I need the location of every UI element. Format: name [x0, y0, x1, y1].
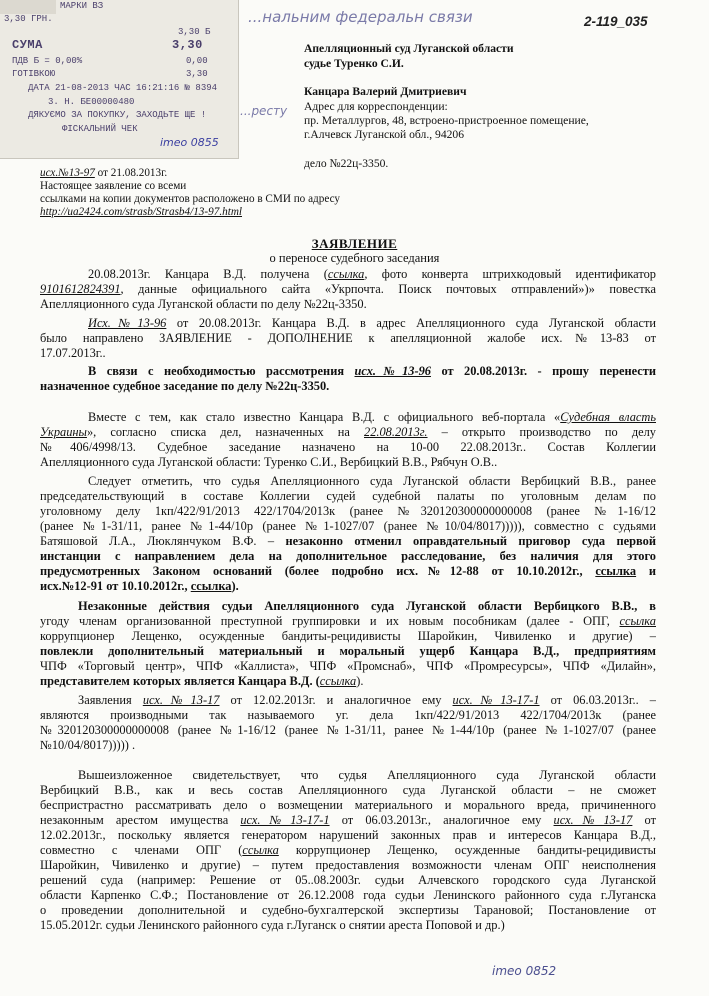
handwritten-note-top: ...нальним федеральн связи: [248, 8, 473, 26]
body-line: Заявления исх.№13-17 от 12.02.2013г. и аналогичное ему исх.№13-17-1 от 06.03.2013г.. –: [78, 693, 656, 707]
body-line: 9101612824391, данные официального сайта «Укрпочта. Поиск почтовых отправлений»)» повестка: [40, 282, 656, 296]
date-link[interactable]: 22.08.2013г.: [364, 425, 428, 439]
link[interactable]: ссылка: [190, 579, 232, 593]
reference-link[interactable]: исх.№13-96: [354, 364, 431, 378]
body-line: о проведении дополнительной и судебно-бухгалтерской экспертизы Тарановой; Постановление от: [40, 903, 656, 917]
body-line: инстанции с направлением дела на дополнительное расследование, без наличия для этого: [40, 549, 656, 563]
document-subtitle: о переносе судебного заседания: [269, 251, 440, 265]
barcode-id: 9101612824391: [40, 282, 121, 296]
body-line: №10/04/8017))))) .: [40, 738, 136, 752]
body-line: Шаройкин, Чивиленко и другие) – путем предоставления возможности членам ОПГ неисполнения: [40, 858, 656, 872]
body-line: исх.№12-91 от 10.10.2012г., ссылка).: [40, 579, 239, 593]
sender-address-line: пр. Металлургов, 48, встроено-пристроенное помещение,: [304, 114, 589, 127]
body-line: Исх.№13-96 от 20.08.2013г. Канцара В.Д. в адрес Апелляционного суда Луганской области: [88, 316, 656, 330]
reference-link[interactable]: Исх.№13-96: [88, 316, 167, 330]
receipt-sum-label: СУМА: [12, 38, 43, 52]
body-line: (ранее №1-31/11, ранее №1-44/10р (ранее №1-1027/07 (ранее №10/04/8017))))), совместно с судьями: [40, 519, 656, 533]
document-title: ЗАЯВЛЕНИЕ: [311, 236, 398, 251]
body-line: коррупционер Лещенко, осужденные бандиты-рецидивисты Шаройкин, Чивиленко и другие) –: [40, 629, 656, 643]
link[interactable]: ссылка: [595, 564, 637, 578]
request-line: В связи с необходимостью рассмотрения исх.№13-96 от 20.08.2013г. - прошу перенести: [88, 364, 656, 378]
outgoing-reference: [40, 167, 167, 180]
body-line: было направлено ЗАЯВЛЕНИЕ - ДОПОЛНЕНИЕ к апелляционной жалобе исх.№13-83 от: [40, 331, 656, 345]
recipient-judge: судье Туренко С.И.: [304, 57, 404, 70]
receipt-line: 3,30 ГРН.: [4, 14, 53, 24]
receipt-hand-note: imeo 0855: [160, 136, 219, 149]
request-line: назначенное судебное заседание по делу №22ц-3350.: [40, 379, 330, 393]
body-line: 20.08.2013г. Канцара В.Д. получена (ссылка, фото конверта штрихкодовый идентификатор: [88, 267, 656, 281]
receipt-torn-strip: [0, 0, 56, 14]
receipt-line: ФІСКАЛЬНИЙ ЧЕК: [62, 124, 138, 134]
body-line: Батяшовой Л.А., Люклянчуком В.Ф. – незаконно отменил оправдательный приговор суда первой: [40, 534, 656, 548]
receipt-sum-value: 3,30: [172, 38, 203, 52]
body-line: ЧПФ «Торговый центр», ЧПФ «Каллиста», ЧПФ «Промснаб», ЧПФ «Промресурсы», ЧПФ «Дилайн»,: [40, 659, 656, 673]
link[interactable]: Украины: [40, 425, 87, 439]
link[interactable]: ссылка: [319, 674, 357, 688]
body-line: решений суда (например: Решение от 05..08.2003г. судьи Алчевского городского суда Луганской: [40, 873, 656, 887]
recipient-court: Апелляционный суд Луганской области: [304, 42, 514, 55]
body-line: 15.05.2012г. судьи Ленинского районного суда г.Луганск о снятии ареста Поповой и др.): [40, 918, 505, 932]
reference-link[interactable]: исх.№13-17: [142, 693, 220, 707]
body-line: Следует отметить, что судья Апелляционного суда Луганской области Вербицкий В.В., ранее: [88, 474, 656, 488]
handwritten-note-bottom: imeo 0852: [492, 964, 557, 978]
reference-link[interactable]: исх.№13-17: [553, 813, 633, 827]
body-line: Незаконные действия судьи Апелляционного суда Луганской области Вербицкого В.В., в: [78, 599, 656, 613]
body-line: 12.02.2013г., поскольку является генератором нарушений законных прав и интересов Канцара В.Д.,: [40, 828, 656, 842]
body-line: предусмотренных Законом оснований (более подробно исх.№12-88 от 10.10.2012г., ссылка и: [40, 564, 656, 578]
body-line: Апелляционного суда Луганской области: Туренко С.И., Вербицкий В.В., Рябчун О.В..: [40, 455, 498, 469]
body-line: Вместе с тем, как стало известно Канцара В.Д. с официального веб-портала «Судебная власть: [88, 410, 656, 424]
body-line: председательствующий в составе Коллегии судей судебной палаты по уголовным делам по: [40, 489, 656, 503]
body-line: Вербицкий В.В., как и весь состав Апелляционного суда Луганской области – не сможет: [40, 783, 656, 797]
receipt-line: 3,30: [186, 69, 208, 79]
body-line: угоду членам организованной преступной группировки и их новым пособникам (далее - ОПГ, ссылка: [40, 614, 656, 628]
link[interactable]: ссылка: [619, 614, 656, 628]
link[interactable]: ссылка: [242, 843, 279, 857]
sender-name: Канцара Валерий Дмитриевич: [304, 85, 467, 98]
handwritten-note-side: ...ресту: [240, 104, 288, 118]
receipt-line: ДЯКУЄМО ЗА ПОКУПКУ, ЗАХОДЬТЕ ЩЕ !: [28, 110, 207, 120]
case-reference: дело №22ц-3350.: [304, 157, 389, 170]
receipt-line: 3. Н. БЕ00000480: [48, 97, 135, 107]
link[interactable]: Судебная власть: [560, 410, 656, 424]
cash-receipt: [0, 0, 239, 159]
receipt-line: 0,00: [186, 56, 208, 66]
sender-address-label: Адрес для корреспонденции:: [304, 100, 448, 113]
body-line: №406/4998/13. Судебное заседание назначено на 10-00 22.08.2013г.. Состав Коллегии: [40, 440, 656, 454]
outgoing-ref-date: от 21.08.2013г.: [94, 167, 168, 179]
case-number: 2-119_035: [584, 14, 648, 29]
body-line: Украины», согласно списка дел, назначенных на 22.08.2013г. – открыто производство по делу: [40, 425, 656, 439]
body-line: области Карпенко С.Ф.; Постановление от 26.12.2008 года судьи Ленинского районного суда г.Луганска: [40, 888, 656, 902]
reference-link[interactable]: исх.№13-17-1: [452, 693, 540, 707]
outgoing-note: ссылками на копии документов расположено в СМИ по адресу: [40, 193, 340, 205]
body-line: повлекли дополнительный материальный и моральный ущерб Канцара В.Д., предприятиям: [40, 644, 656, 658]
body-line: представителем которых является Канцара В.Д. (ссылка).: [40, 674, 364, 688]
receipt-line: ПДВ Б = 0,00%: [12, 56, 83, 66]
receipt-line: ГОТІВКОЮ: [12, 69, 56, 79]
link[interactable]: ссылка: [327, 267, 365, 281]
outgoing-url-link[interactable]: http://ua2424.com/strasb/Strasb4/13-97.html: [40, 206, 243, 218]
outgoing-note: Настоящее заявление со всеми: [40, 180, 187, 192]
outgoing-ref-link[interactable]: исх.№13-97: [40, 167, 95, 179]
body-line: 17.07.2013г..: [40, 346, 106, 360]
receipt-date-line: ДАТА 21-08-2013 ЧАС 16:21:16 № 8394: [28, 83, 218, 93]
sender-address-line: г.Алчевск Луганской обл., 94206: [304, 128, 465, 141]
receipt-line: 3,30 Б: [178, 27, 211, 37]
body-line: №320120300000000008 (ранее №1-16/12 (ранее №1-31/11, ранее №1-44/10р (ранее №1-1027/07 (ранее: [40, 723, 656, 737]
body-line: незаконным арестом имущества исх.№13-17-1 от 06.03.2013г., аналогичное ему исх.№13-17 от: [40, 813, 656, 827]
body-line: уголовному делу 1кп/422/91/2013 422/1704/2013к (ранее №320120300000000008 (ранее №1-16/12: [40, 504, 656, 518]
reference-link[interactable]: исх.№13-17-1: [240, 813, 330, 827]
receipt-line: МАРКИ ВЗ: [60, 1, 104, 11]
body-line: беспристрастно рассматривать дело о возмещении материального и морального вреда, причиненного: [40, 798, 656, 812]
body-line: являются производными так называемого уг. дела 1кп/422/91/2013 422/1704/2013к (ранее: [40, 708, 656, 722]
body-line: совместно с членами ОПГ (ссылка коррупционер Лещенко, осужденные бандиты-рецидивисты: [40, 843, 656, 857]
body-line: Апелляционного суда Луганской области по делу №22ц-3350.: [40, 297, 367, 311]
body-line: Вышеизложенное свидетельствует, что судья Апелляционного суда Луганской области: [78, 768, 656, 782]
